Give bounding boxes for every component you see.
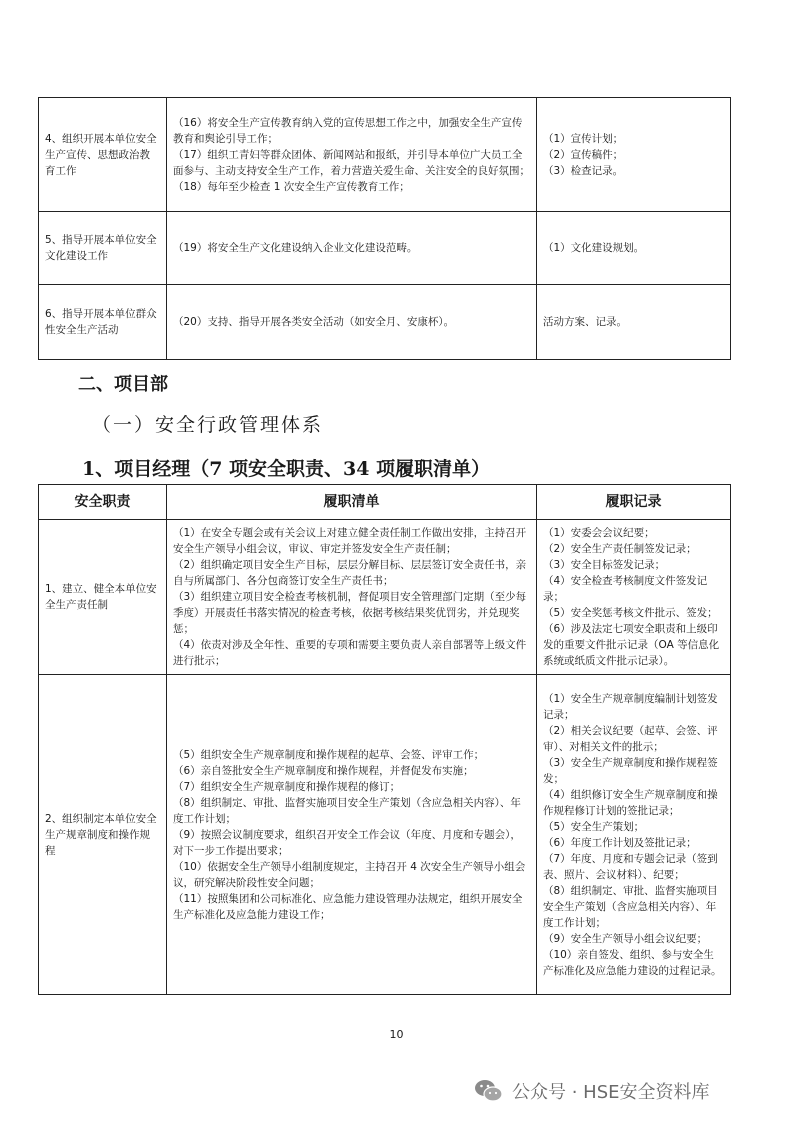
record-item: （9）安全生产领导小组会议纪要； — [543, 932, 708, 945]
column-header-duty: 安全职责 — [39, 485, 167, 520]
list-cell — [167, 675, 537, 995]
duty-table-continued — [38, 97, 731, 360]
record-item: （1）安委会会议纪要； — [543, 527, 655, 539]
record-item: （3）检查记录。 — [543, 164, 624, 177]
table-header-row — [39, 485, 731, 520]
record-item: （2）宣传稿件； — [543, 148, 624, 161]
list-cell — [167, 520, 537, 675]
record-item: （3）安全生产规章制度和操作规程签发； — [543, 756, 718, 785]
list-item: （10）依据安全生产领导小组制度规定，主持召开 4 次安全生产领导小组会议，研究解决阶段性安全问题； — [173, 860, 526, 889]
duty-cell: 4、组织开展本单位安全生产宣传、思想政治教育工作 — [39, 98, 167, 212]
wechat-icon — [474, 1078, 504, 1104]
record-item: 活动方案、记录。 — [543, 316, 627, 328]
records-cell — [537, 285, 731, 360]
records-cell — [537, 212, 731, 285]
record-item: （4）组织修订安全生产规章制度和操作规程修订计划的签批记录； — [543, 788, 718, 817]
table-row — [39, 285, 731, 360]
watermark — [474, 1078, 710, 1104]
page-number: 10 — [389, 1028, 404, 1041]
list-item: （1）在安全专题会或有关会议上对建立健全责任制工作做出安排，主持召开安全生产领导小组会议，审议、审定并签发安全生产责任制； — [173, 527, 527, 555]
record-item: （5）安全奖惩考核文件批示、签发； — [543, 607, 718, 619]
list-item: （7）组织安全生产规章制度和操作规程的修订； — [173, 780, 401, 793]
list-item: （5）组织安全生产规章制度和操作规程的起草、会签、评审工作； — [173, 748, 485, 761]
project-manager-duty-table — [38, 484, 731, 995]
record-item: （6）涉及法定七项安全职责和上级印发的重要文件批示记录（OA 等信息化系统或纸质文件批示记录）。 — [543, 623, 720, 667]
record-item: （1）宣传计划； — [543, 132, 624, 145]
record-item: （8）组织制定、审批、监督实施项目安全生产策划（含应急相关内容）、年度工作计划； — [543, 884, 718, 929]
list-item: （19）将安全生产文化建设纳入企业文化建设范畴。 — [173, 242, 418, 254]
list-item: （11）按照集团和公司标准化、应急能力建设管理办法规定，组织开展安全生产标准化及应急能力建设工作； — [173, 892, 523, 921]
duty-cell: 6、指导开展本单位群众性安全生产活动 — [39, 285, 167, 360]
records-cell — [537, 98, 731, 212]
duty-cell: 5、指导开展本单位安全文化建设工作 — [39, 212, 167, 285]
list-item: （18）每年至少检查 1 次安全生产宣传教育工作； — [173, 180, 410, 193]
duty-cell: 1、建立、健全本单位安全生产责任制 — [39, 520, 167, 675]
record-item: （4）安全检查考核制度文件签发记录； — [543, 575, 708, 603]
record-item: （2）相关会议纪要（起草、会签、评审）、对相关文件的批示； — [543, 724, 718, 753]
table-row — [39, 98, 731, 212]
record-item: （5）安全生产策划； — [543, 820, 645, 833]
record-item: （10）亲自签发、组织、参与安全生产标准化及应急能力建设的过程记录。 — [543, 948, 722, 977]
records-cell — [537, 520, 731, 675]
record-item: （2）安全生产责任制签发记录； — [543, 543, 697, 555]
list-item: （8）组织制定、审批、监督实施项目安全生产策划（含应急相关内容）、年度工作计划； — [173, 796, 521, 825]
list-cell — [167, 98, 537, 212]
list-item: （17）组织工青妇等群众团体、新闻网站和报纸，并引导本单位广大员工全面参与、主动支持安全生产工作，着力营造关爱生命、关注安全的良好氛围； — [173, 148, 530, 177]
list-item: （16）将安全生产宣传教育纳入党的宣传思想工作之中，加强安全生产宣传教育和舆论引导工作； — [173, 116, 523, 145]
list-item: （3）组织建立项目安全检查考核机制，督促项目安全管理部门定期（至少每季度）开展责任书落实情况的检查考核，依据考核结果奖优罚劣，并兑现奖惩； — [173, 591, 527, 635]
record-item: （6）年度工作计划及签批记录； — [543, 836, 697, 849]
column-header-list: 履职清单 — [167, 485, 537, 520]
list-cell — [167, 285, 537, 360]
record-item: （3）安全目标签发记录； — [543, 559, 666, 571]
table-row — [39, 520, 731, 675]
record-item: （7）年度、月度和专题会记录（签到表、照片、会议材料）、纪要； — [543, 852, 718, 881]
list-item: （4）依责对涉及全年性、重要的专项和需要主要负责人亲自部署等上级文件进行批示； — [173, 639, 527, 667]
list-cell — [167, 212, 537, 285]
list-item: （2）组织确定项目安全生产目标，层层分解目标、层层签订安全责任书，亲自与所属部门、各分包商签订安全生产责任书； — [173, 559, 527, 587]
table-title: 1、项目经理（7 项安全职责、34 项履职清单） — [82, 458, 491, 480]
subsection-heading: （一）安全行政管理体系 — [92, 414, 324, 436]
record-item: （1）安全生产规章制度编制计划签发记录； — [543, 692, 718, 721]
section-heading: 二、项目部 — [78, 374, 168, 395]
column-header-records: 履职记录 — [537, 485, 731, 520]
records-cell — [537, 675, 731, 995]
watermark-text: 公众号 · HSE安全资料库 — [512, 1082, 710, 1103]
record-item: （1）文化建设规划。 — [543, 242, 645, 254]
table-row — [39, 675, 731, 995]
table-row — [39, 212, 731, 285]
list-item: （9）按照会议制度要求，组织召开安全工作会议（年度、月度和专题会），对下一步工作提出要求； — [173, 828, 521, 857]
duty-cell: 2、组织制定本单位安全生产规章制度和操作规程 — [39, 675, 167, 995]
list-item: （6）亲自签批安全生产规章制度和操作规程，并督促发布实施； — [173, 764, 474, 777]
list-item: （20）支持、指导开展各类安全活动（如安全月、安康杯）。 — [173, 316, 455, 328]
